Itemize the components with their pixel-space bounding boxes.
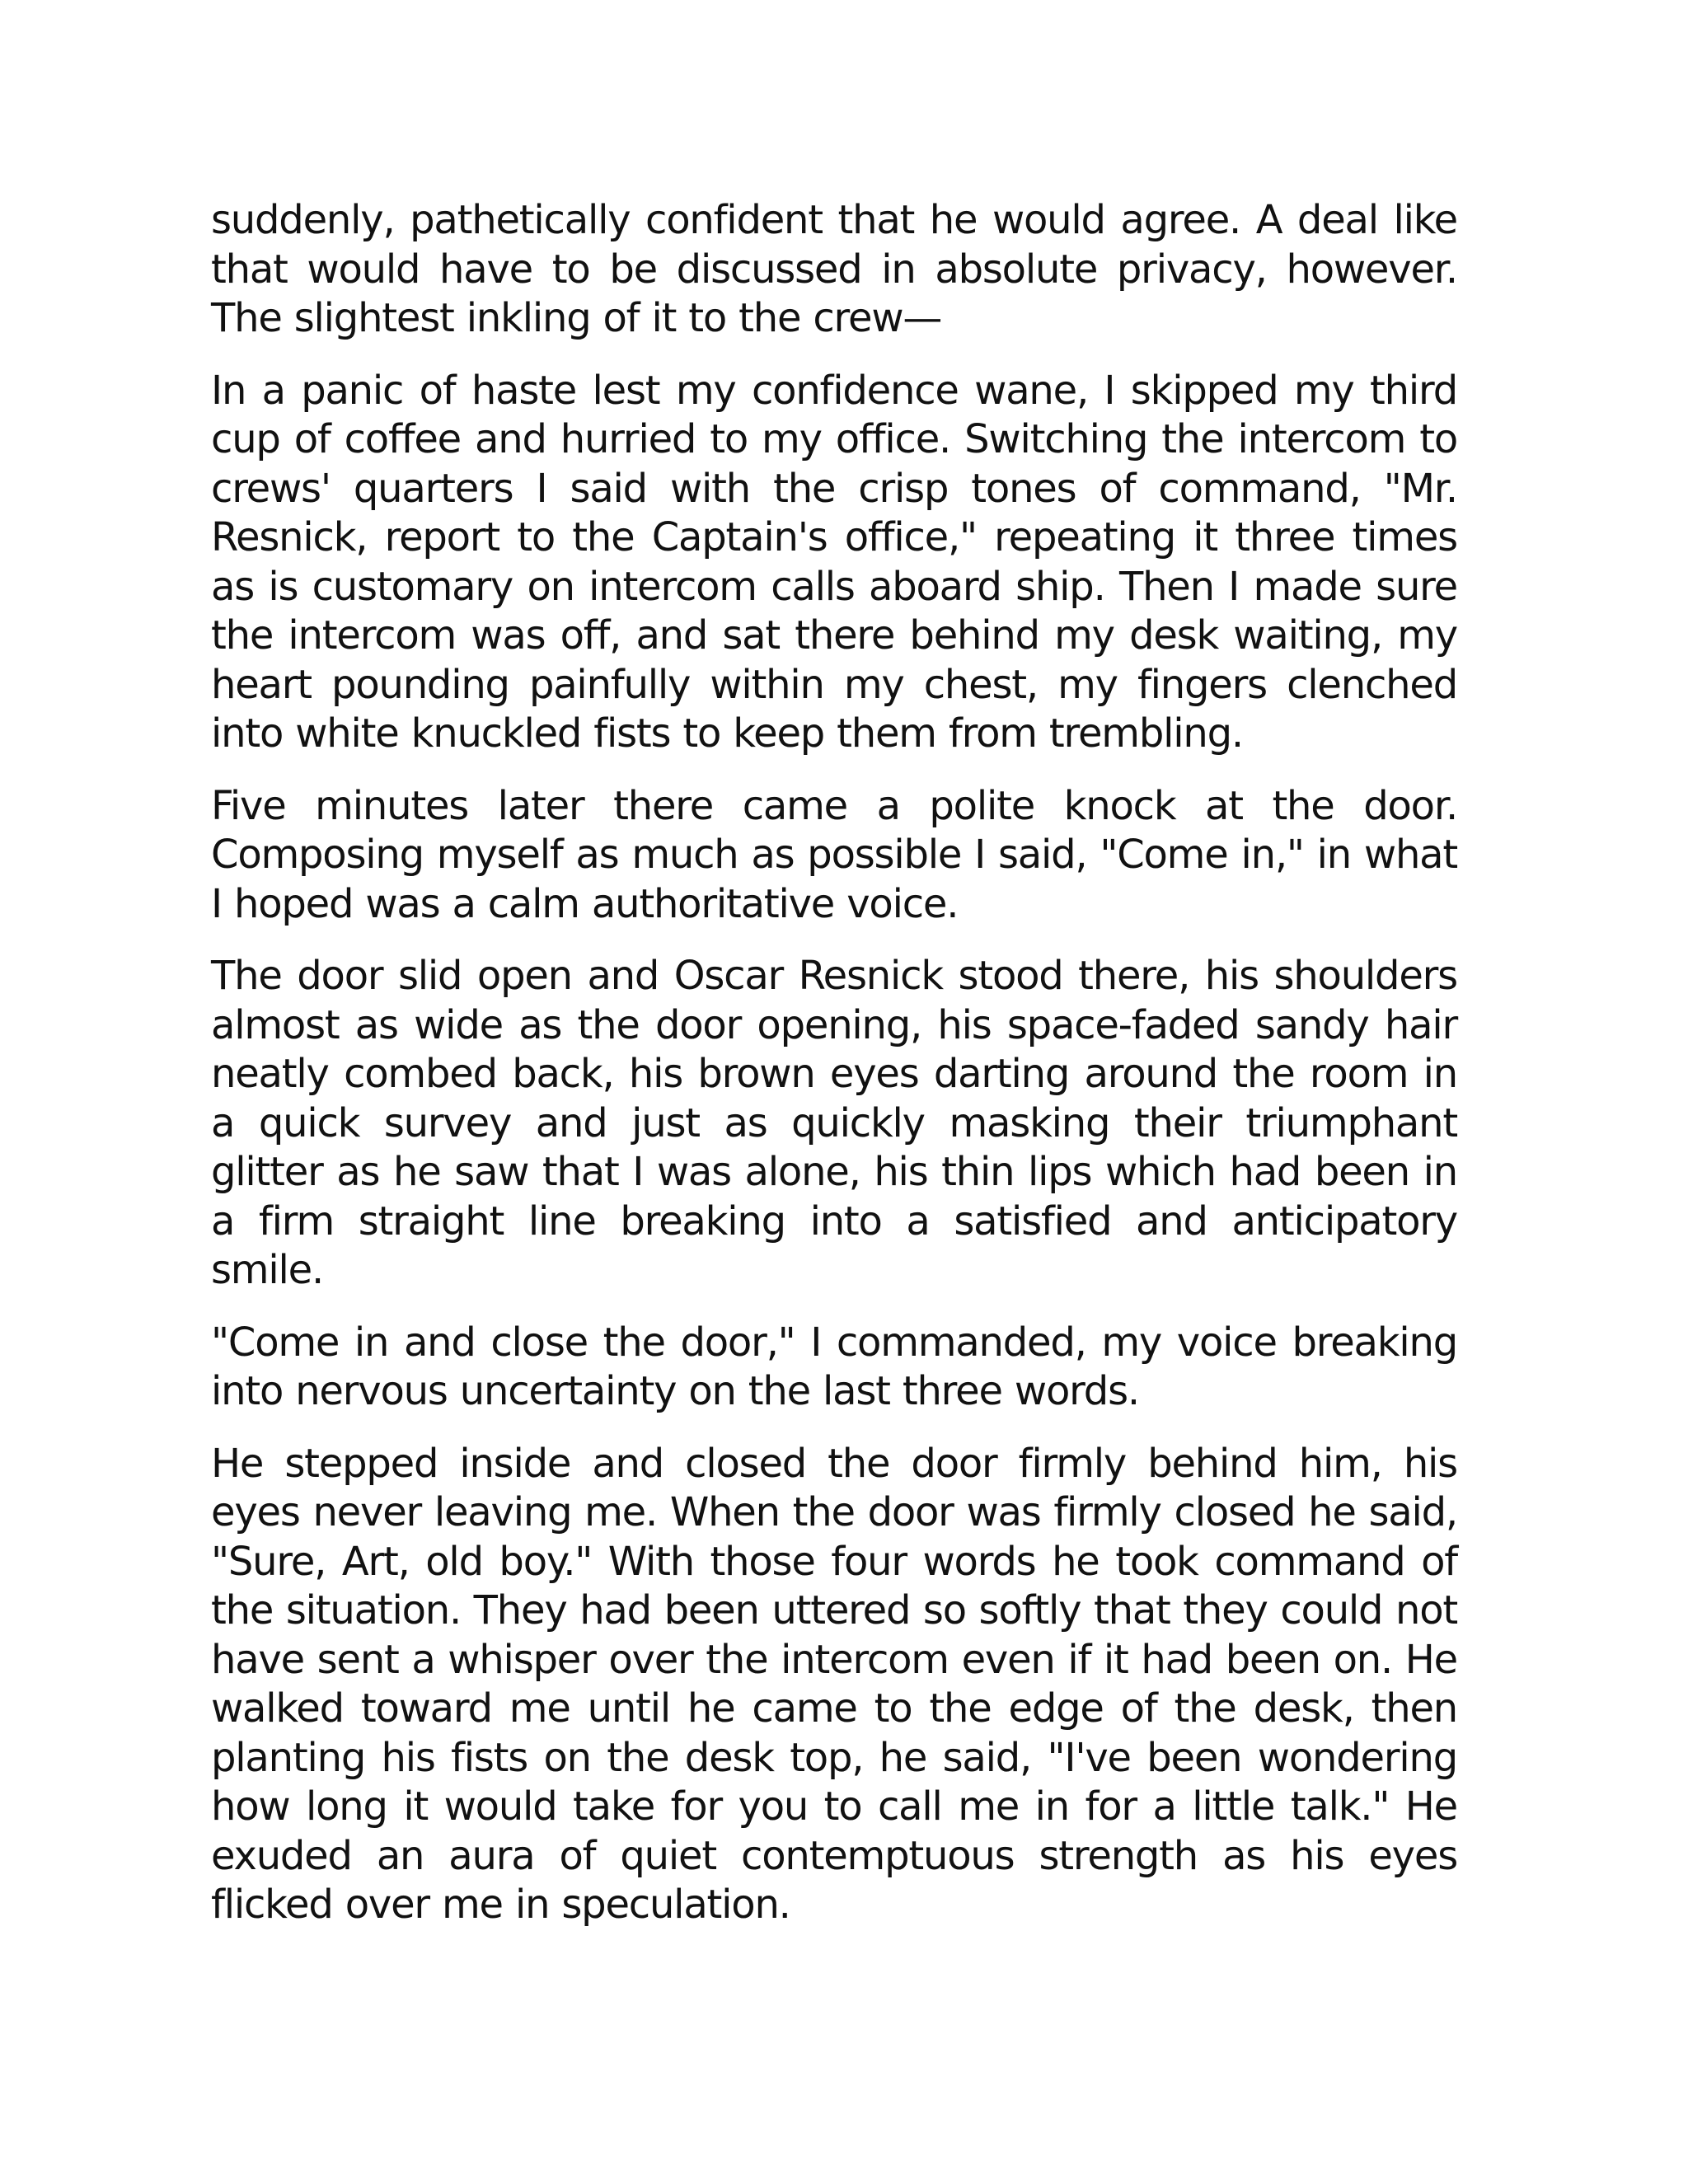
paragraph: suddenly, pathetically confident that he would agree. A deal like that would have to be discussed in absolute privacy, however. The slightest inkling of it to the crew— (211, 197, 1457, 341)
paragraph: "Come in and close the door," I commanded, my voice breaking into nervous uncertainty on the last three words. (211, 1319, 1457, 1414)
paragraph: He stepped inside and closed the door firmly behind him, his eyes never leaving me. When the door was firmly closed he said, "Sure, Art, old boy." With those four words he took command of the situation. They had been uttered so softly that they could not have sent a whisper over the intercom even if it had been on. He walked toward me until he came to the edge of the desk, then planting his fists on the desk top, he said, "I've been wondering how long it would take for you to call me in for a little talk." He exuded an aura of quiet contemptuous strength as his eyes flicked over me in speculation. (211, 1440, 1457, 1928)
paragraph: In a panic of haste lest my confidence wane, I skipped my third cup of coffee and hurried to my office. Switching the intercom to crews' quarters I said with the crisp tones of command, "Mr. Resnick, report to the Captain's office," repeating it three times as is customary on intercom calls aboard ship. Then I made sure the intercom was off, and sat there behind my desk waiting, my heart pounding painfully within my chest, my fingers clenched into white knuckled fists to keep them from trembling. (211, 367, 1457, 757)
page-body (211, 196, 1457, 1953)
paragraph: Five minutes later there came a polite knock at the door. Composing myself as much as possible I said, "Come in," in what I hoped was a calm authoritative voice. (211, 782, 1457, 927)
paragraph: The door slid open and Oscar Resnick stood there, his shoulders almost as wide as the door opening, his space-faded sandy hair neatly combed back, his brown eyes darting around the room in a quick survey and just as quickly masking their triumphant glitter as he saw that I was alone, his thin lips which had been in a firm straight line breaking into a satisfied and anticipatory smile. (211, 953, 1457, 1293)
